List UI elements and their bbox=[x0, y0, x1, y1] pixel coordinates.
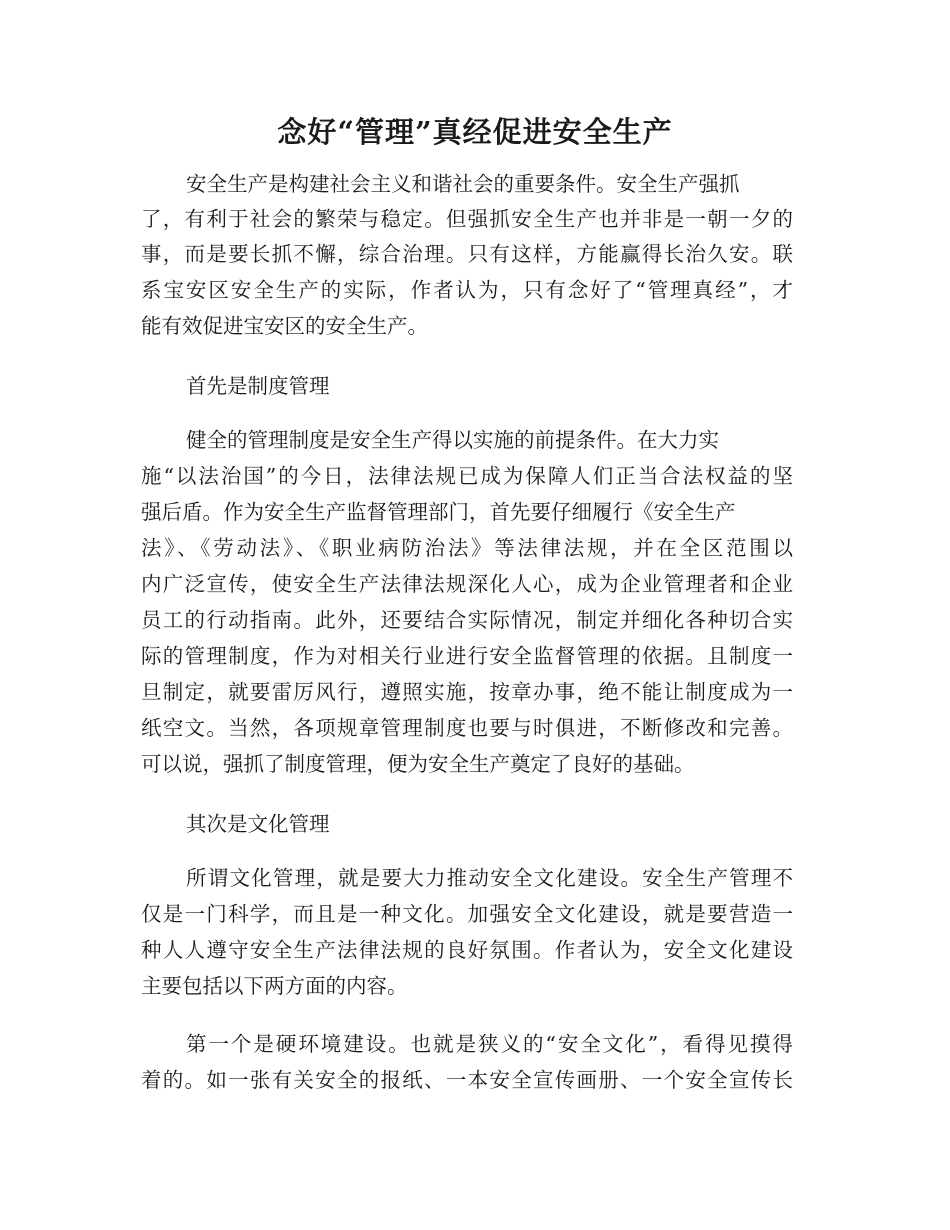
text-line: 事，而是要长抓不懈，综合治理。只有这样，方能赢得长治久安。联 bbox=[141, 242, 793, 266]
section-heading: 其次是文化管理 bbox=[186, 812, 330, 836]
text-line: 系宝安区安全生产的实际，作者认为，只有念好了“管理真经”，才 bbox=[141, 278, 793, 302]
text-line: 内广泛宣传，使安全生产法律法规深化人心，成为企业管理者和企业 bbox=[141, 572, 793, 596]
document-title: 念好“管理”真经促进安全生产 bbox=[277, 115, 673, 149]
text-line: 主要包括以下两方面的内容。 bbox=[141, 974, 408, 998]
text-line: 施“以法治国”的今日，法律法规已成为保障人们正当合法权益的坚 bbox=[141, 464, 793, 488]
text-line: 所谓文化管理，就是要大力推动安全文化建设。安全生产管理不 bbox=[186, 866, 793, 890]
text-line: 安全生产是构建社会主义和谐社会的重要条件。安全生产强抓 bbox=[186, 172, 740, 196]
text-line: 可以说，强抓了制度管理，便为安全生产奠定了良好的基础。 bbox=[141, 752, 695, 776]
text-line: 法》、《劳动法》、《职业病防治法》等法律法规，并在全区范围以 bbox=[141, 536, 793, 560]
text-line: 旦制定，就要雷厉风行，遵照实施，按章办事，绝不能让制度成为一 bbox=[141, 680, 793, 704]
text-line: 仅是一门科学，而且是一种文化。加强安全文化建设，就是要营造一 bbox=[141, 902, 793, 926]
text-line: 着的。如一张有关安全的报纸、一本安全宣传画册、一个安全宣传长 bbox=[141, 1068, 793, 1092]
text-line: 第一个是硬环境建设。也就是狭义的“安全文化”，看得见摸得 bbox=[186, 1032, 793, 1056]
text-line: 员工的行动指南。此外，还要结合实际情况，制定并细化各种切合实 bbox=[141, 608, 793, 632]
text-line: 强后盾。作为安全生产监督管理部门，首先要仔细履行《安全生产 bbox=[141, 500, 736, 524]
text-line: 了，有利于社会的繁荣与稳定。但强抓安全生产也并非是一朝一夕的 bbox=[141, 207, 793, 231]
text-line: 健全的管理制度是安全生产得以实施的前提条件。在大力实 bbox=[186, 428, 719, 452]
text-line: 能有效促进宝安区的安全生产。 bbox=[141, 314, 428, 338]
text-line: 际的管理制度，作为对相关行业进行安全监督管理的依据。且制度一 bbox=[141, 644, 793, 668]
text-line: 种人人遵守安全生产法律法规的良好氛围。作者认为，安全文化建设 bbox=[141, 938, 793, 962]
text-line: 纸空文。当然，各项规章管理制度也要与时俱进，不断修改和完善。 bbox=[141, 716, 793, 740]
section-heading: 首先是制度管理 bbox=[186, 374, 330, 398]
